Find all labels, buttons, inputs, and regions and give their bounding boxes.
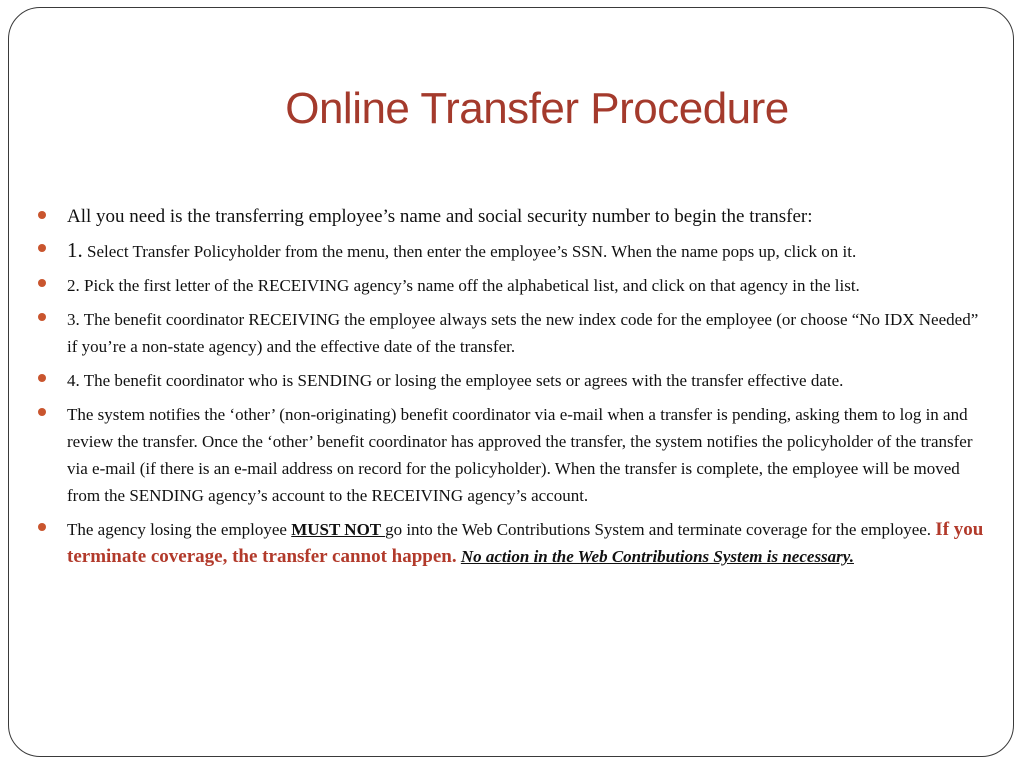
bullet-list [38, 203, 992, 577]
bullet-dot-icon [38, 374, 46, 382]
bullet-step-1 [38, 237, 992, 265]
step-1-number: 1. [67, 238, 83, 262]
bullet-dot-icon [38, 244, 46, 252]
bullet-losing-agency [38, 516, 992, 570]
notify-text: The system notifies the ‘other’ (non-originating) benefit coordinator via e-mail when a transfer is pending, asking them to log in and review the transfer. Once the ‘other’ benefit coordinator has approved the transfer, the system notifies the policyholder of the transfer via e-mail (if there is an e-mail address on record for the policyholder). When the transfer is complete, the employee will be moved from the SENDING agency’s account to the RECEIVING agency’s account. [67, 405, 973, 505]
terminate-warning: If you terminate coverage, the transfer cannot happen. [67, 519, 984, 567]
step-1-text: Select Transfer Policyholder from the menu, then enter the employee’s SSN. When the name pops up, click on it. [82, 242, 857, 261]
losing-text-post: go into the Web Contributions System and terminate coverage for the employee. [385, 520, 936, 539]
step-2-text: 2. Pick the first letter of the RECEIVING agency’s name off the alphabetical list, and click on that agency in the list. [67, 276, 860, 295]
step-4-text: 4. The benefit coordinator who is SENDING or losing the employee sets or agrees with the transfer effective date. [67, 371, 844, 390]
step-3-text: 3. The benefit coordinator RECEIVING the employee always sets the new index code for the employee (or choose “No IDX Needed” if you’re a non-state agency) and the effective date of the transfer. [67, 310, 979, 356]
bullet-dot-icon [38, 211, 46, 219]
slide-title: Online Transfer Procedure [285, 84, 789, 133]
bullet-notify [38, 401, 992, 509]
bullet-dot-icon [38, 408, 46, 416]
bullet-step-4 [38, 367, 992, 394]
bullet-dot-icon [38, 279, 46, 287]
bullet-step-2 [38, 272, 992, 299]
bullet-step-3 [38, 306, 992, 360]
bullet-intro [38, 203, 992, 231]
intro-text: All you need is the transferring employee’s name and social security number to begin the transfer: [67, 206, 813, 227]
must-not-emphasis: MUST NOT [291, 520, 386, 539]
losing-text-pre: The agency losing the employee [67, 520, 292, 539]
bullet-dot-icon [38, 523, 46, 531]
bullet-dot-icon [38, 313, 46, 321]
no-action-note: No action in the Web Contributions System is necessary. [460, 547, 854, 566]
